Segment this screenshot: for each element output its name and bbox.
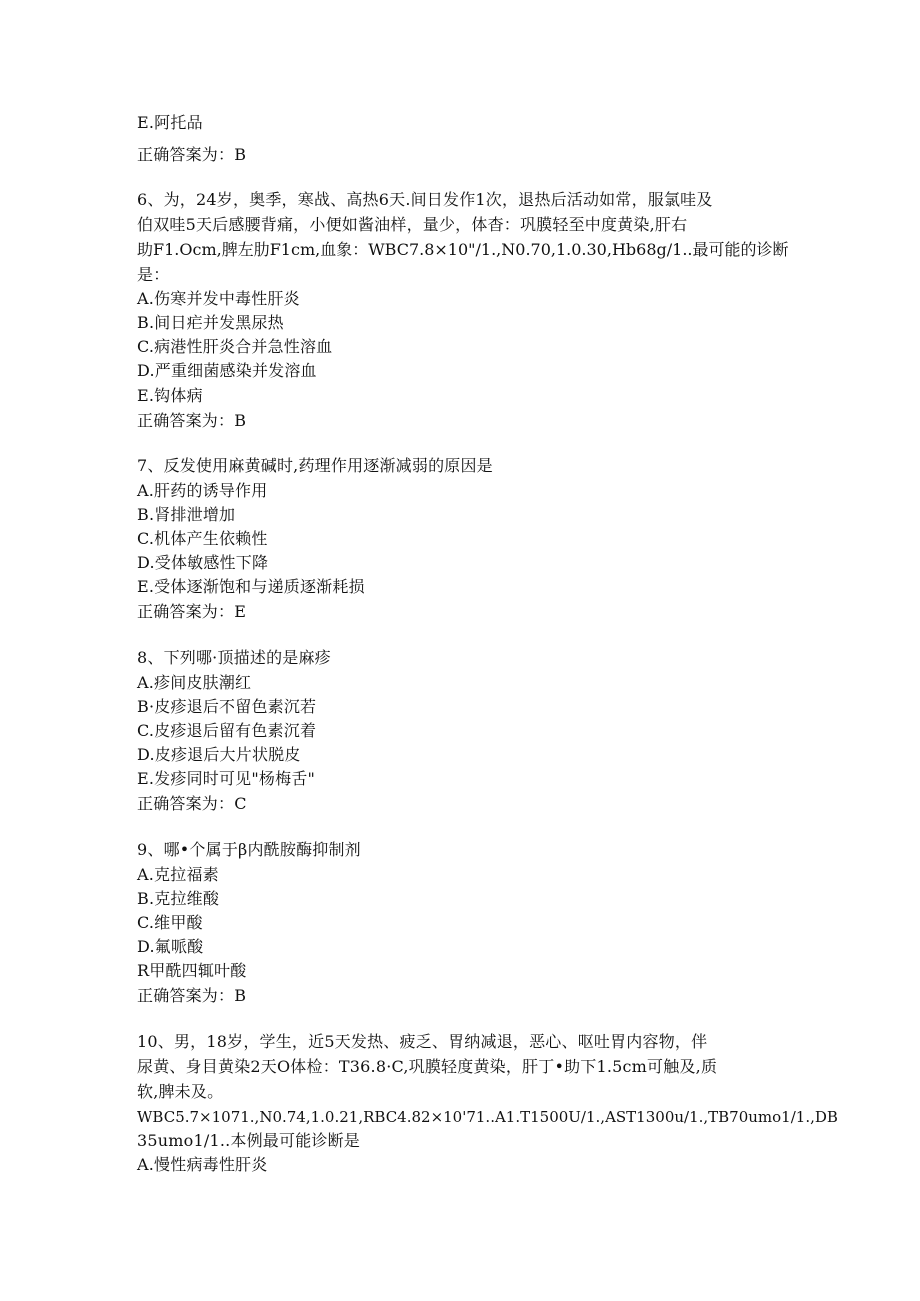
q5-answer: 正确答案为：B [137,145,247,164]
q7-option-a: A.肝药的诱导作用 [137,481,268,500]
q6-option-c: C.病港性肝炎合并急性溶血 [137,337,333,356]
q7-answer: 正确答案为：E [137,602,247,621]
q7-option-e: E.受体逐渐饱和与递质逐渐耗损 [137,577,365,596]
q6-option-a: A.伤寒并发中毒性肝炎 [137,289,300,308]
q8-stem: 8、下列哪·顶描述的是麻疹 [137,648,331,667]
q6-option-b: B.间日疟并发黑尿热 [137,313,284,332]
q8-option-e: E.发疹同时可见"杨梅舌" [137,769,316,788]
q9-option-b: B.克拉维酸 [137,889,220,908]
q10-option-a: A.慢性病毒性肝炎 [137,1155,268,1174]
q8-option-a: A.疹间皮肤潮红 [137,673,252,692]
q6-answer: 正确答案为：B [137,411,247,430]
q9-option-d: D.氟哌酸 [137,937,204,956]
q6-stem-line-2: 伯双哇5天后感腰背痛，小便如酱油样，量少，体杳：巩膜轻至中度黄染,肝右 [137,215,688,234]
q9-option-e: R甲酰四辄叶酸 [137,961,247,980]
q9-answer: 正确答案为：B [137,986,247,1005]
q7-option-b: B.肾排泄增加 [137,505,236,524]
q9-option-c: C.维甲酸 [137,913,203,932]
q8-option-c: C.皮疹退后留有色素沉着 [137,721,317,740]
q10-stem-line-1: 10、男，18岁，学生，近5天发热、疲乏、胃纳减退，恶心、呕吐胃内容物，伴 [137,1032,708,1051]
q7-option-d: D.受体敏感性下降 [137,553,269,572]
q6-option-d: D.严重细菌感染并发溶血 [137,361,317,380]
q6-stem-line-4: 是： [137,265,170,284]
q6-stem-line-1: 6、为，24岁，奥季，寒战、高热6天.间日发作1次，退热后活动如常，服氯哇及 [137,190,713,209]
q8-option-b: B·皮疹退后不留色素沉若 [137,697,317,716]
q10-stem-line-2: 尿黄、身目黄染2天O体检：T36.8·C,巩膜轻度黄染，肝丁•助下1.5cm可触及,质 [137,1057,718,1076]
q10-stem-line-3: 软,脾未及。 [137,1082,224,1101]
q6-stem-line-3: 助F1.Ocm,脾左肋F1cm,血象：WBC7.8×10"/1.,N0.70,1.0.30,Hb68g/1..最可能的诊断 [137,240,789,259]
q10-stem-line-4: WBC5.7×1071.,N0.74,1.0.21,RBC4.82×10'71..A1.T1500U/1.,AST1300u/1.,TB70umo1/1.,DB [137,1108,838,1126]
q8-option-d: D.皮疹退后大片状脱皮 [137,745,301,764]
q5-option-e: E.阿托品 [137,113,203,132]
q8-answer: 正确答案为：C [137,794,247,813]
q7-option-c: C.机体产生依赖性 [137,529,268,548]
q9-option-a: A.克拉福素 [137,865,219,884]
q9-stem: 9、哪•个属于β内酰胺酶抑制剂 [137,840,361,859]
q6-option-e: E.钩体病 [137,386,203,405]
q7-stem: 7、反发使用麻黄碱时,药理作用逐渐减弱的原因是 [137,456,493,475]
q10-stem-line-5: 35umo1/1..本例最可能诊断是 [137,1131,360,1150]
